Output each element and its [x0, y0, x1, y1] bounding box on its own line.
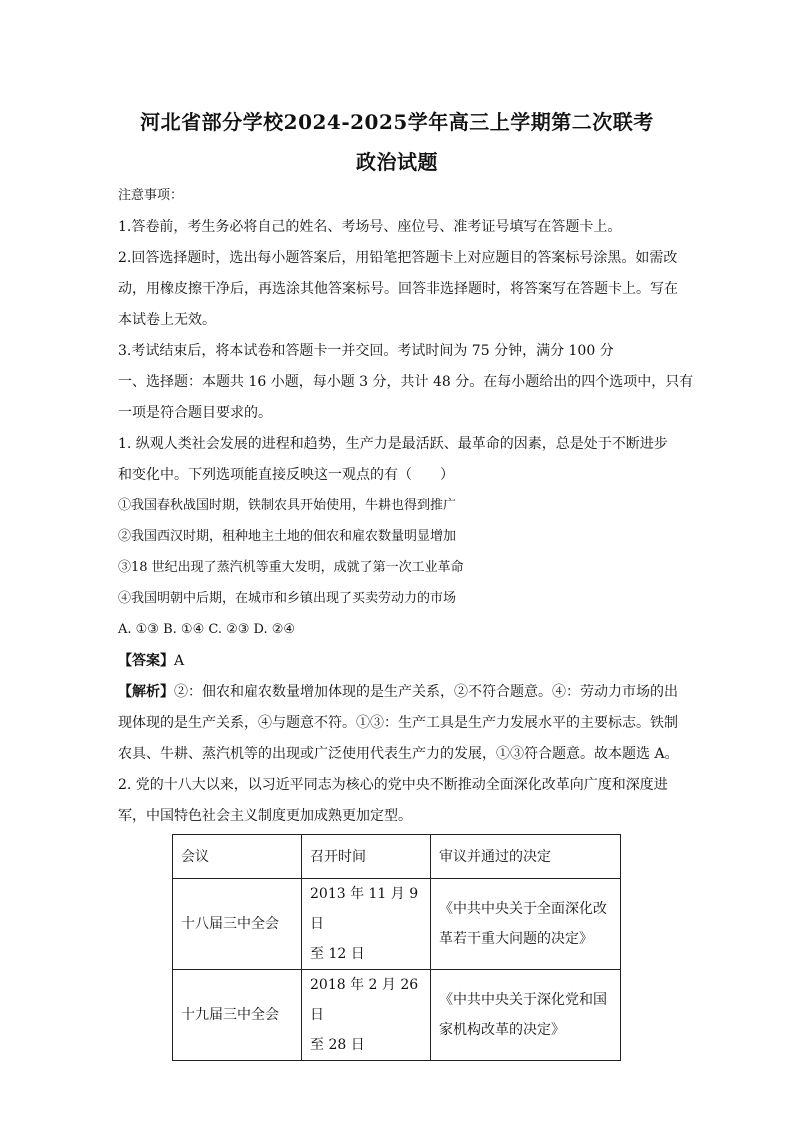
table-header: 审议并通过的决定: [431, 835, 621, 879]
q2-stem-line-2: 军，中国特色社会主义制度更加成熟更加定型。: [118, 808, 412, 824]
table-header: 召开时间: [302, 835, 431, 879]
notice-item-1: 1.答卷前，考生务必将自己的姓名、考场号、座位号、准考证号填写在答题卡上。: [118, 219, 622, 235]
decision-line: 家机构改革的决定》: [439, 1022, 565, 1038]
q1-option-1: ①我国春秋战国时期，铁制农具开始使用，牛耕也得到推广: [118, 498, 457, 513]
table-header: 会议: [173, 835, 302, 879]
table-cell-time: [302, 879, 431, 970]
notice-item-2-line-1: 2.回答选择题时，选出每小题答案后，用铅笔把答题卡上对应题目的答案标号涂黑。如需改: [118, 250, 678, 266]
q1-analysis-line-1: [118, 682, 688, 702]
section-1-line-2: 一项是符合题目要求的。: [118, 405, 272, 421]
table-row: [173, 970, 621, 1061]
q1-option-2: ②我国西汉时期，租种地主土地的佃农和雇农数量明显增加: [118, 529, 457, 544]
time-line: 2013 年 11 月 9 日: [310, 886, 419, 932]
table-header-row: [173, 835, 621, 879]
q1-option-4: ④我国明朝中后期，在城市和乡镇出现了买卖劳动力的市场: [118, 591, 457, 606]
time-line: 至 12 日: [310, 946, 365, 962]
q1-option-3: ③18 世纪出现了蒸汽机等重大发明，成就了第一次工业革命: [118, 560, 464, 575]
time-line: 至 28 日: [310, 1037, 365, 1053]
table-cell-meeting: 十八届三中全会: [173, 879, 302, 970]
table-cell-decision: [431, 970, 621, 1061]
q1-analysis-line-3: 农具、牛耕、蒸汽机等的出现或广泛使用代表生产力的发展，①③符合题意。故本题选 A。: [118, 746, 679, 762]
analysis-label: 【解析】: [118, 684, 174, 700]
notice-item-3: 3.考试结束后，将本试卷和答题卡一并交回。考试时间为 75 分钟，满分 100 分: [118, 343, 614, 359]
table-row: [173, 879, 621, 970]
decision-line: 《中共中央关于深化党和国: [439, 992, 607, 1008]
answer-label: 【答案】: [118, 653, 174, 669]
decision-line: 《中共中央关于全面深化改: [439, 901, 607, 917]
table-cell-time: [302, 970, 431, 1061]
table-cell-decision: [431, 879, 621, 970]
notice-heading: 注意事项：: [118, 188, 184, 203]
q2-stem-line-1: 2. 党的十八大以来，以习近平同志为核心的党中央不断推动全面深化改革向广度和深度进: [118, 777, 668, 793]
exam-subtitle: 政治试题: [356, 150, 438, 174]
notice-item-2-line-2: 动，用橡皮擦干净后，再选涂其他答案标号。回答非选择题时，将答案写在答题卡上。写在: [118, 281, 678, 297]
exam-title: 河北省部分学校2024-2025学年高三上学期第二次联考: [140, 110, 654, 134]
q1-choices: A. ①③ B. ①④ C. ②③ D. ②④: [118, 622, 296, 637]
decision-line: 革若干重大问题的决定》: [439, 931, 593, 947]
q1-stem-line-1: 1. 纵观人类社会发展的进程和趋势，生产力是最活跃、最革命的因素，总是处于不断进步: [118, 436, 668, 452]
time-line: 2018 年 2 月 26 日: [310, 977, 419, 1023]
q1-answer: [118, 651, 688, 671]
q1-stem-line-2: 和变化中。下列选项能直接反映这一观点的有（ ）: [118, 467, 454, 483]
q2-table: [172, 834, 621, 1061]
notice-item-2-line-3: 本试卷上无效。: [118, 312, 216, 328]
table-cell-meeting: 十九届三中全会: [173, 970, 302, 1061]
answer-value: A: [174, 653, 185, 669]
section-1-line-1: 一、选择题：本题共 16 小题，每小题 3 分，共计 48 分。在每小题给出的四个选项中，只有: [118, 374, 694, 390]
analysis-text: ②：佃农和雇农数量增加体现的是生产关系，②不符合题意。④：劳动力市场的出: [174, 684, 678, 700]
q1-analysis-line-2: 现体现的是生产关系，④与题意不符。①③：生产工具是生产力发展水平的主要标志。铁制: [118, 715, 678, 731]
